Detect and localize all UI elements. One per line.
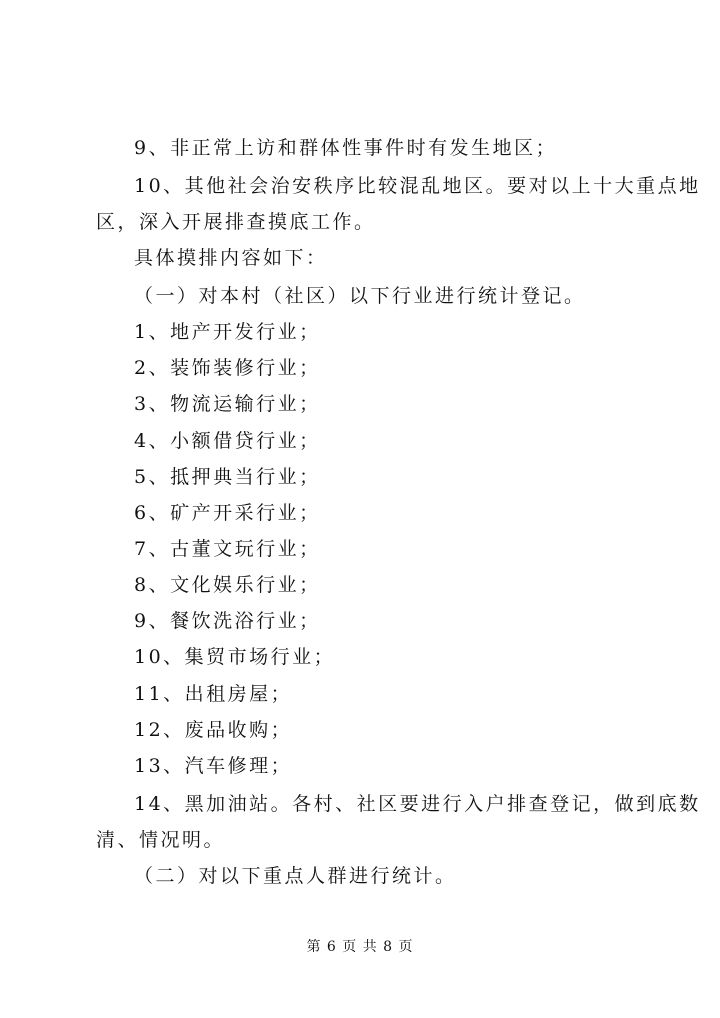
text-line: 8、文化娱乐行业；	[134, 574, 321, 596]
text-line: 5、抵押典当行业；	[134, 466, 321, 488]
page-footer: 第 6 页 共 8 页	[306, 939, 414, 955]
text-line: 9、非正常上访和群体性事件时有发生地区；	[134, 137, 558, 159]
text-line: 9、餐饮洗浴行业；	[134, 610, 321, 632]
text-line: 13、汽车修理；	[134, 755, 293, 777]
text-line: 清、情况明。	[96, 829, 226, 851]
text-line: 14、黑加油站。各村、社区要进行入户排查登记，做到底数	[134, 793, 701, 815]
text-line: 4、小额借贷行业；	[134, 430, 321, 452]
text-line: （二）对以下重点人群进行统计。	[134, 865, 457, 887]
text-line: 区，深入开展排查摸底工作。	[96, 211, 376, 233]
text-line: 3、物流运输行业；	[134, 393, 321, 415]
text-line: 1、地产开发行业；	[134, 321, 321, 343]
text-line: 10、集贸市场行业；	[134, 646, 336, 668]
text-line: （一）对本村（社区）以下行业进行统计登记。	[134, 285, 586, 307]
text-line: 7、古董文玩行业；	[134, 538, 321, 560]
text-line: 10、其他社会治安秩序比较混乱地区。要对以上十大重点地	[134, 175, 701, 197]
text-line: 2、装饰装修行业；	[134, 357, 321, 379]
text-line: 具体摸排内容如下：	[134, 247, 328, 269]
text-line: 11、出租房屋；	[134, 683, 293, 705]
text-line: 12、废品收购；	[134, 719, 293, 741]
text-line: 6、矿产开采行业；	[134, 502, 321, 524]
